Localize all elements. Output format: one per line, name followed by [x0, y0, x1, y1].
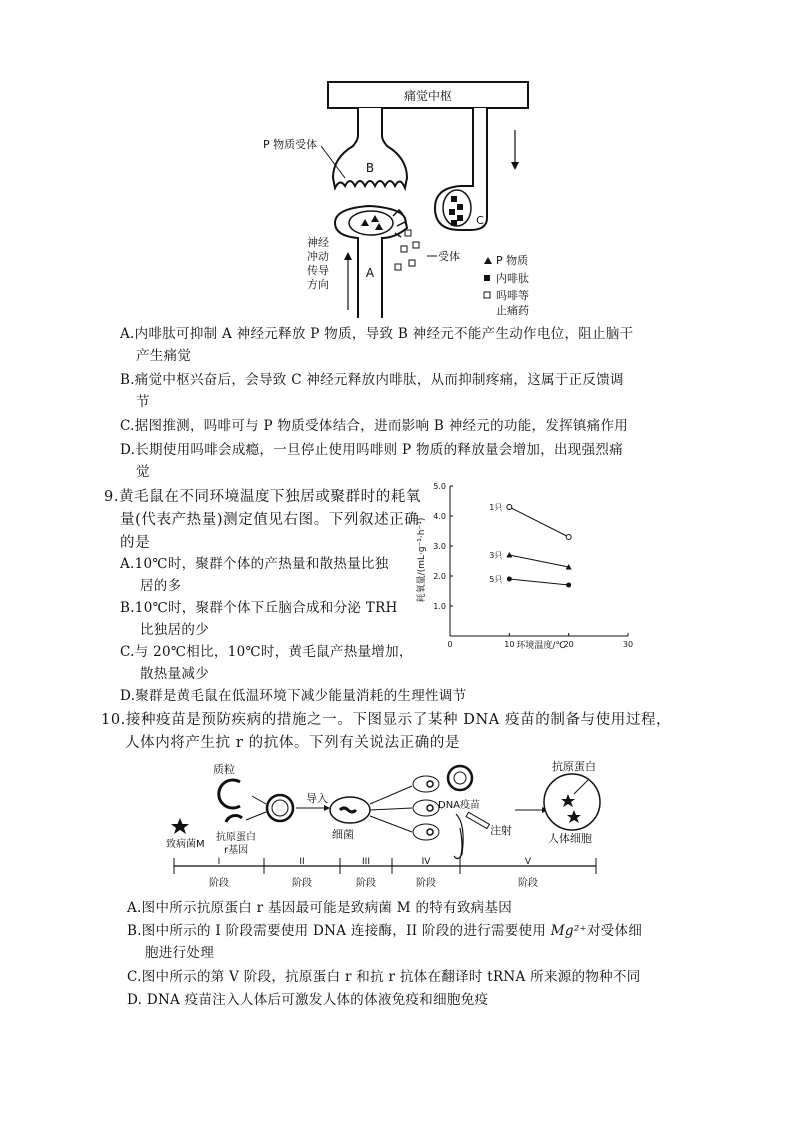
q8-option-b [120, 369, 700, 413]
chart-ylabel: 耗氧量/(mL·g⁻¹·h⁻¹) [417, 517, 427, 603]
y-tick-label: 4.0 [433, 512, 446, 521]
q8-option-d-line2: 觉 [136, 464, 150, 480]
q9-stem-line3: 的是 [120, 535, 151, 551]
series-line [509, 579, 568, 585]
gene-label-line1: 抗原蛋白 [216, 832, 256, 843]
dna-vaccine-icon [448, 766, 472, 790]
series-line [509, 555, 568, 567]
q9-option-b-line2: 比独居的少 [140, 622, 209, 638]
morphine-mark [405, 230, 411, 236]
y-tick-label: 3.0 [433, 542, 446, 551]
stage-word: 阶段 [518, 878, 538, 889]
arm-icon [454, 814, 463, 859]
q10-option-b [127, 920, 747, 964]
chart-axes [433, 482, 633, 649]
morphine-mark [409, 260, 415, 266]
bacterium-copy-icon [413, 776, 439, 792]
direction-label-4: 方向 [307, 278, 329, 291]
oxygen-consumption-chart [400, 480, 650, 655]
dna-vaccine-diagram [160, 758, 610, 893]
mg-ion-formula: Mg²⁺ [550, 923, 587, 939]
q10-option-a [127, 897, 747, 919]
q8-option-d [120, 439, 700, 483]
arrowhead-c [511, 162, 519, 170]
legend-triangle-icon [484, 257, 492, 264]
branch-1 [370, 786, 412, 804]
stage-numeral: III [362, 857, 370, 867]
bacteria-label: 细菌 [332, 828, 354, 841]
q10-option-d-line1: D. DNA 疫苗注入人体后可激发人体的体液免疫和细胞免疫 [127, 992, 489, 1008]
x-tick-label: 20 [563, 640, 574, 649]
stage-word: 阶段 [356, 878, 376, 889]
legend-text-morphine: 吗啡等 [496, 289, 529, 302]
q9-option-b-line1: B.10℃时，聚群个体下丘脑合成和分泌 TRH [120, 600, 398, 616]
data-point [506, 552, 512, 558]
stage-word: 阶段 [292, 878, 312, 889]
q8-option-a-line2: 产生痛觉 [136, 348, 192, 364]
stage-numeral: V [524, 857, 532, 867]
q10-stem-line2: 人体内将产生抗 r 的抗体。下列有关说法正确的是 [125, 735, 461, 751]
neuron-a-label: A [365, 266, 375, 280]
series-label: 5只 [489, 575, 503, 584]
p-receptor-label: P 物质受体 [263, 138, 318, 151]
stage-word: 阶段 [209, 878, 229, 889]
q9-option-a-line2: 居的多 [140, 578, 182, 594]
data-point [507, 505, 512, 510]
plasmid-icon [219, 780, 240, 808]
endorphin-mark [457, 215, 463, 221]
y-tick-label: 1.0 [433, 602, 446, 611]
morphine-mark [413, 242, 419, 248]
chart-marks [489, 503, 571, 588]
series-line [509, 507, 568, 537]
recombinant-plasmid-icon [267, 795, 293, 821]
bacterium-copy-icon [413, 800, 439, 816]
pain-center-label: 痛觉中枢 [403, 89, 453, 103]
syringe-icon [466, 812, 489, 828]
dna-vaccine-label: DNA疫苗 [438, 800, 481, 811]
q10-stem [101, 709, 741, 755]
human-cell-label: 人体细胞 [548, 832, 592, 845]
q8-option-a [120, 323, 700, 367]
chart-xlabel: 环境温度/℃ [516, 641, 566, 651]
endorphin-mark [451, 196, 457, 202]
endorphin-mark [449, 209, 455, 215]
pathogen-star-icon [171, 818, 189, 834]
inject-label: 注射 [490, 824, 512, 837]
stage-numeral: I [217, 857, 221, 867]
q10-option-b-line2: 胞进行处理 [145, 945, 214, 961]
y-tick-label: 2.0 [433, 572, 446, 581]
pain-pathway-diagram [255, 78, 555, 320]
bacterium-copy-icon [413, 824, 439, 840]
branch-3 [370, 816, 412, 832]
stage-word: 阶段 [416, 878, 436, 889]
import-label: 导入 [306, 792, 328, 805]
x-tick-label: 10 [504, 640, 515, 649]
morphine-mark [395, 264, 401, 270]
q9-option-a-line1: A.10℃时，聚群个体的产热量和散热量比独 [120, 556, 389, 572]
endorphin-mark [451, 220, 457, 226]
q8-option-b-line2: 节 [136, 394, 150, 410]
legend-text-endorphin: 内啡肽 [496, 272, 529, 285]
direction-label-2: 冲动 [307, 250, 329, 263]
legend-square-icon [484, 275, 490, 281]
arrowhead-import [324, 805, 330, 811]
q8-option-b-line1: B.痛觉中枢兴奋后，会导致 C 神经元释放内啡肽，从而抑制疼痛，这属于正反馈调 [120, 372, 624, 388]
neuron-b-label: B [365, 161, 375, 175]
q9-stem-line2: 量(代表产热量)测定值见右图。下列叙述正确 [120, 512, 420, 528]
antigen-protein-label: 抗原蛋白 [552, 760, 596, 773]
q10-option-c-line1: C.图中所示的第 V 阶段，抗原蛋白 r 和抗 r 抗体在翻译时 tRNA 所来源的物种不同 [127, 969, 641, 985]
q9-option-c-line1: C.与 20℃相比，10℃时，黄毛鼠产热量增加， [120, 644, 413, 660]
q8-option-c-line1: C.据图推测，吗啡可与 P 物质受体结合，进而影响 B 神经元的功能，发挥镇痛作用 [120, 418, 629, 434]
series-label: 3只 [489, 551, 503, 560]
q8-option-d-line1: D.长期使用吗啡会成瘾，一旦停止使用吗啡则 P 物质的释放量会增加，出现强烈痛 [120, 442, 623, 458]
q9-option-c-line2: 散热量减少 [140, 666, 209, 682]
data-point [507, 577, 512, 582]
y-tick-label: 5.0 [433, 482, 446, 491]
q9-stem-line1: 9.黄毛鼠在不同环境温度下独居或聚群时的耗氧 [104, 489, 422, 505]
morphine-mark [401, 246, 407, 252]
arrow-plasmid [252, 796, 266, 804]
x-tick-label: 0 [447, 640, 453, 649]
q10-option-a-line1: A.图中所示抗原蛋白 r 基因最可能是致病菌 M 的特有致病基因 [127, 900, 513, 916]
neuron-c-label: C [476, 214, 484, 227]
stage-markers [174, 857, 596, 889]
q10-option-c [127, 966, 747, 988]
direction-label-3: 传导 [307, 264, 329, 277]
series-label: 1只 [489, 503, 503, 512]
stage-numeral: IV [421, 857, 431, 867]
q9-option-d-line1: D.聚群是黄毛鼠在低温环境下减少能量消耗的生理性调节 [120, 688, 467, 704]
arrow-gene [246, 812, 266, 820]
vesicle-a [349, 211, 393, 235]
human-cell-icon [544, 774, 600, 830]
q8-option-c [120, 415, 700, 437]
x-tick-label: 30 [622, 640, 634, 649]
q10-option-b-text2: 对受体细 [586, 923, 643, 939]
plasmid-label: 质粒 [213, 763, 235, 776]
data-point [566, 583, 571, 588]
gene-fragment-icon [226, 815, 242, 822]
receptor-label: 受体 [438, 250, 460, 263]
data-point [566, 535, 571, 540]
q10-option-b-text: B.图中所示的 I 阶段需要使用 DNA 连接酶，II 阶段的进行需要使用 [127, 923, 547, 939]
endorphin-mark [457, 204, 463, 210]
gene-label-line2: r基因 [224, 845, 249, 856]
q10-option-d [127, 989, 747, 1011]
branch-2 [370, 808, 412, 810]
legend-text-painkiller: 止痛药 [496, 304, 529, 317]
q10-stem-line1: 10.接种疫苗是预防疾病的措施之一。下图显示了某种 DNA 疫苗的制备与使用过程， [101, 712, 672, 728]
stage-numeral: II [299, 857, 305, 867]
direction-label-1: 神经 [307, 236, 329, 249]
q8-option-a-line1: A.内啡肽可抑制 A 神经元释放 P 物质，导致 B 神经元不能产生动作电位，阻止脑干 [120, 326, 634, 342]
legend-text-p: P 物质 [496, 254, 529, 267]
legend-hollow-square-icon [484, 292, 490, 298]
arrowhead-a [344, 252, 352, 260]
pathogen-label: 致病菌M [166, 839, 205, 850]
q10-option-b-line1 [127, 920, 747, 942]
